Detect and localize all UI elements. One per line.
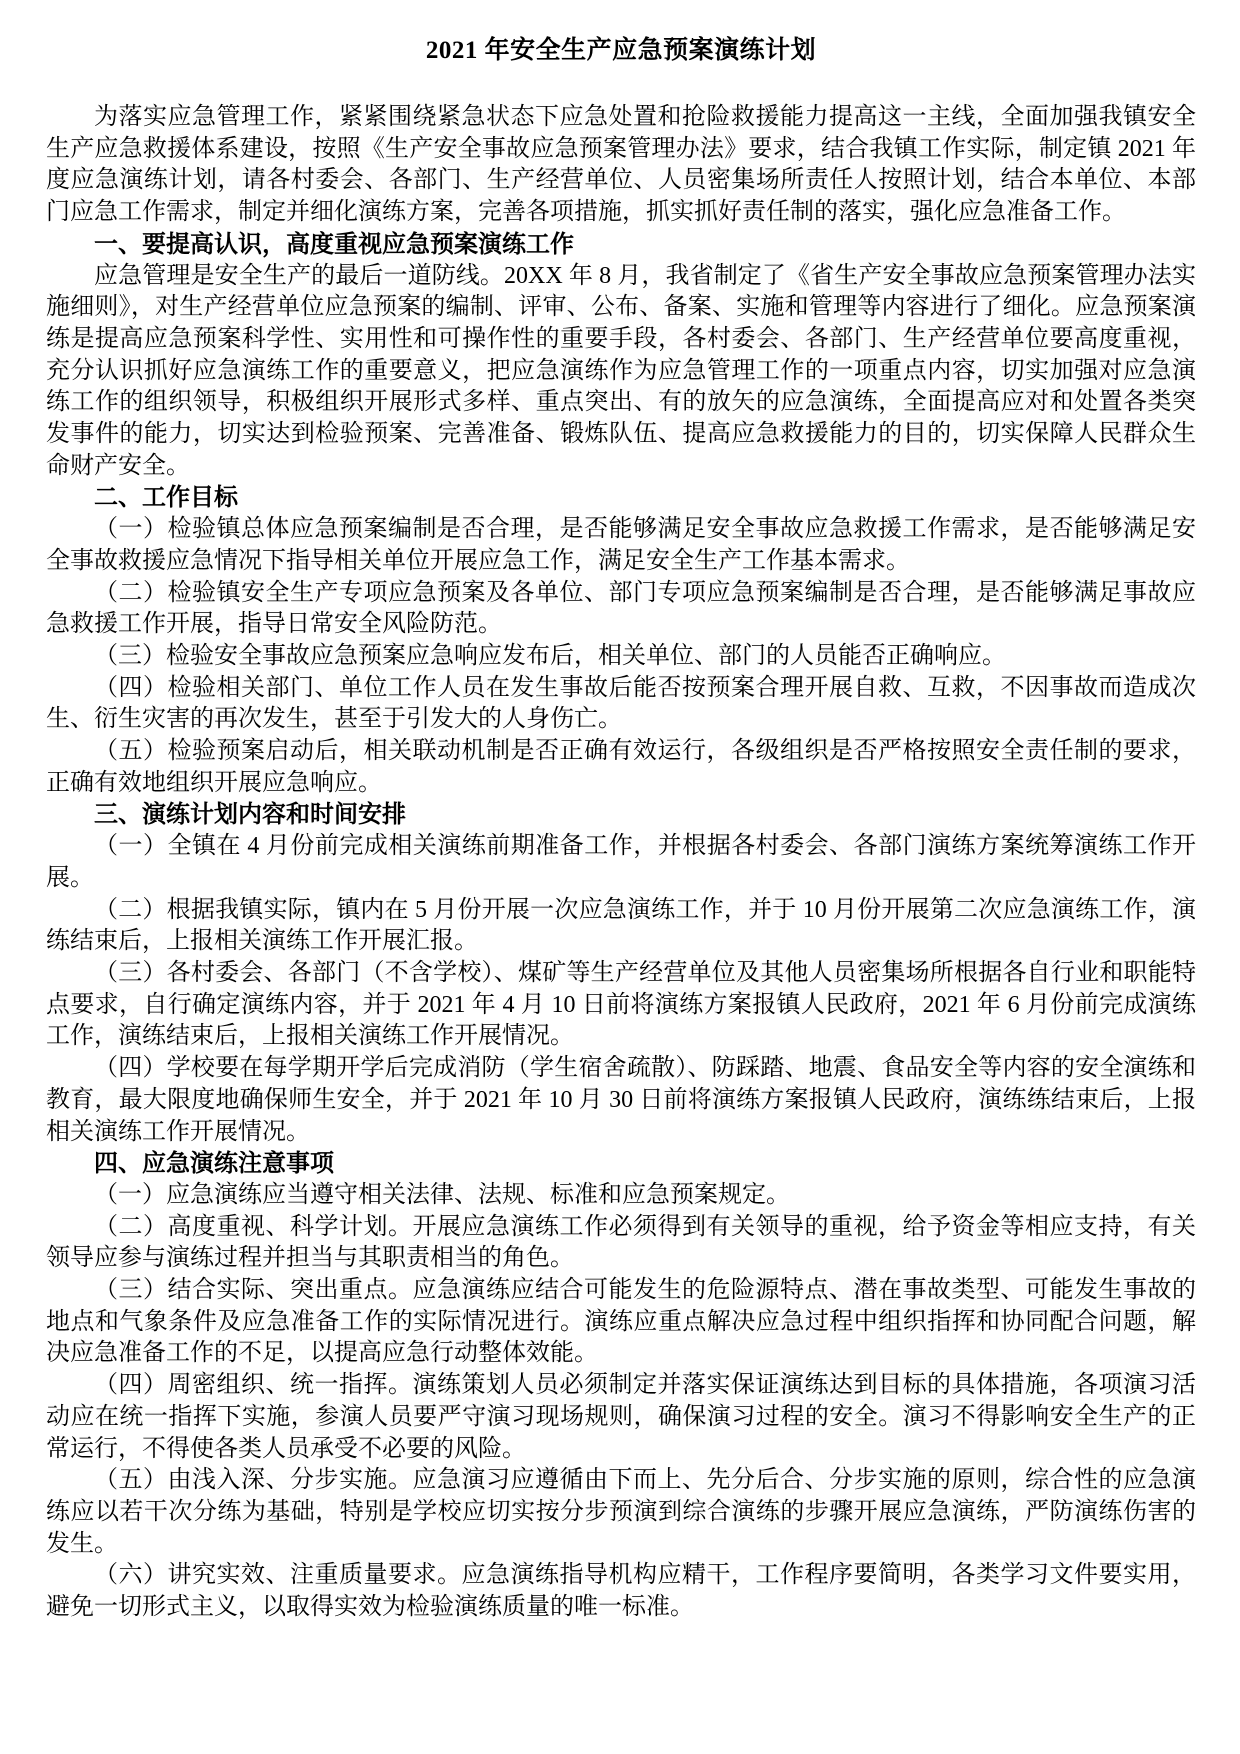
section-3-heading: 三、演练计划内容和时间安排 (94, 801, 406, 829)
section-3-item-3: （三）各村委会、各部门（不含学校）、煤矿等生产经营单位及其他人员密集场所根据各自行业和职能特点要求，自行确定演练内容，并于 2021 年 4 月 10 日前将演练方案报镇人民政府，2021 年 6 月份前完成演练工作，演练结束后，上报相关演练工作开展情况。 (46, 959, 1196, 1050)
section-1-paragraph-1: 应急管理是安全生产的最后一道防线。20XX 年 8 月，我省制定了《省生产安全事故应急预案管理办法实施细则》，对生产经营单位应急预案的编制、评审、公布、备案、实施和管理等内容进行了细化。应急预案演练是提高应急预案科学性、实用性和可操作性的重要手段，各村委会、各部门、生产经营单位要高度重视，充分认识抓好应急演练工作的重要意义，把应急演练作为应急管理工作的一项重点内容，切实加强对应急演练工作的组织领导，积极组织开展形式多样、重点突出、有的放矢的应急演练，全面提高应对和处置各类突发事件的能力，切实达到检验预案、完善准备、锻炼队伍、提高应急救援能力的目的，切实保障人民群众生命财产安全。 (46, 262, 1196, 479)
section-2-item-4: （四）检验相关部门、单位工作人员在发生事故后能否按预案合理开展自救、互救，不因事故而造成次生、衍生灾害的再次发生，甚至于引发大的人身伤亡。 (46, 674, 1196, 733)
section-4-heading: 四、应急演练注意事项 (94, 1150, 334, 1178)
section-2-item-1: （一）检验镇总体应急预案编制是否合理，是否能够满足安全事故应急救援工作需求，是否能够满足安全事故救援应急情况下指导相关单位开展应急工作，满足安全生产工作基本需求。 (46, 516, 1196, 574)
section-3-item-1: （一）全镇在 4 月份前完成相关演练前期准备工作，并根据各村委会、各部门演练方案统筹演练工作开展。 (46, 833, 1196, 891)
section-4-item-2: （二）高度重视、科学计划。开展应急演练工作必须得到有关领导的重视，给予资金等相应支持，有关领导应参与演练过程并担当与其职责相当的角色。 (46, 1213, 1196, 1272)
section-4-item-5: （五）由浅入深、分步实施。应急演习应遵循由下而上、先分后合、分步实施的原则，综合性的应急演练应以若干次分练为基础，特别是学校应切实按分步预演到综合演练的步骤开展应急演练，严防演练伤害的发生。 (46, 1467, 1196, 1557)
section-4-item-6: （六）讲究实效、注重质量要求。应急演练指导机构应精干，工作程序要简明，各类学习文件要实用，避免一切形式主义，以取得实效为检验演练质量的唯一标准。 (46, 1562, 1196, 1621)
section-3-item-4: （四）学校要在每学期开学后完成消防（学生宿舍疏散）、防踩踏、地震、食品安全等内容的安全演练和教育，最大限度地确保师生安全，并于 2021 年 10 月 30 日前将演练方案报镇人民政府，演练练结束后，上报相关演练工作开展情况。 (46, 1055, 1196, 1145)
section-3-item-2: （二）根据我镇实际，镇内在 5 月份开展一次应急演练工作，并于 10 月份开展第二次应急演练工作，演练结束后，上报相关演练工作开展汇报。 (46, 896, 1196, 955)
section-4-item-4: （四）周密组织、统一指挥。演练策划人员必须制定并落实保证演练达到目标的具体措施，各项演习活动应在统一指挥下实施，参演人员要严守演习现场规则，确保演习过程的安全。演习不得影响安全生产的正常运行，不得使各类人员承受不必要的风险。 (46, 1372, 1196, 1462)
section-2-item-5: （五）检验预案启动后，相关联动机制是否正确有效运行，各级组织是否严格按照安全责任制的要求，正确有效地组织开展应急响应。 (46, 738, 1196, 796)
section-4-item-3: （三）结合实际、突出重点。应急演练应结合可能发生的危险源特点、潜在事故类型、可能发生事故的地点和气象条件及应急准备工作的实际情况进行。演练应重点解决应急过程中组织指挥和协同配合问题，解决应急准备工作的不足，以提高应急行动整体效能。 (46, 1277, 1196, 1367)
intro-paragraph: 为落实应急管理工作，紧紧围绕紧急状态下应急处置和抢险救援能力提高这一主线，全面加强我镇安全生产应急救援体系建设，按照《生产安全事故应急预案管理办法》要求，结合我镇工作实际，制定镇 2021 年度应急演练计划，请各村委会、各部门、生产经营单位、人员密集场所责任人按照计划，结合本单位、本部门应急工作需求，制定并细化演练方案，完善各项措施，抓实抓好责任制的落实，强化应急准备工作。 (46, 104, 1196, 226)
section-4-item-1: （一）应急演练应当遵守相关法律、法规、标准和应急预案规定。 (94, 1181, 790, 1208)
section-2-item-3: （三）检验安全事故应急预案应急响应发布后，相关单位、部门的人员能否正确响应。 (94, 642, 1006, 669)
section-1-heading: 一、要提高认识，高度重视应急预案演练工作 (94, 230, 574, 258)
section-2-heading: 二、工作目标 (94, 484, 238, 512)
document-title: 2021 年安全生产应急预案演练计划 (425, 37, 817, 64)
section-2-item-2: （二）检验镇安全生产专项应急预案及各单位、部门专项应急预案编制是否合理，是否能够满足事故应急救援工作开展，指导日常安全风险防范。 (46, 579, 1196, 638)
